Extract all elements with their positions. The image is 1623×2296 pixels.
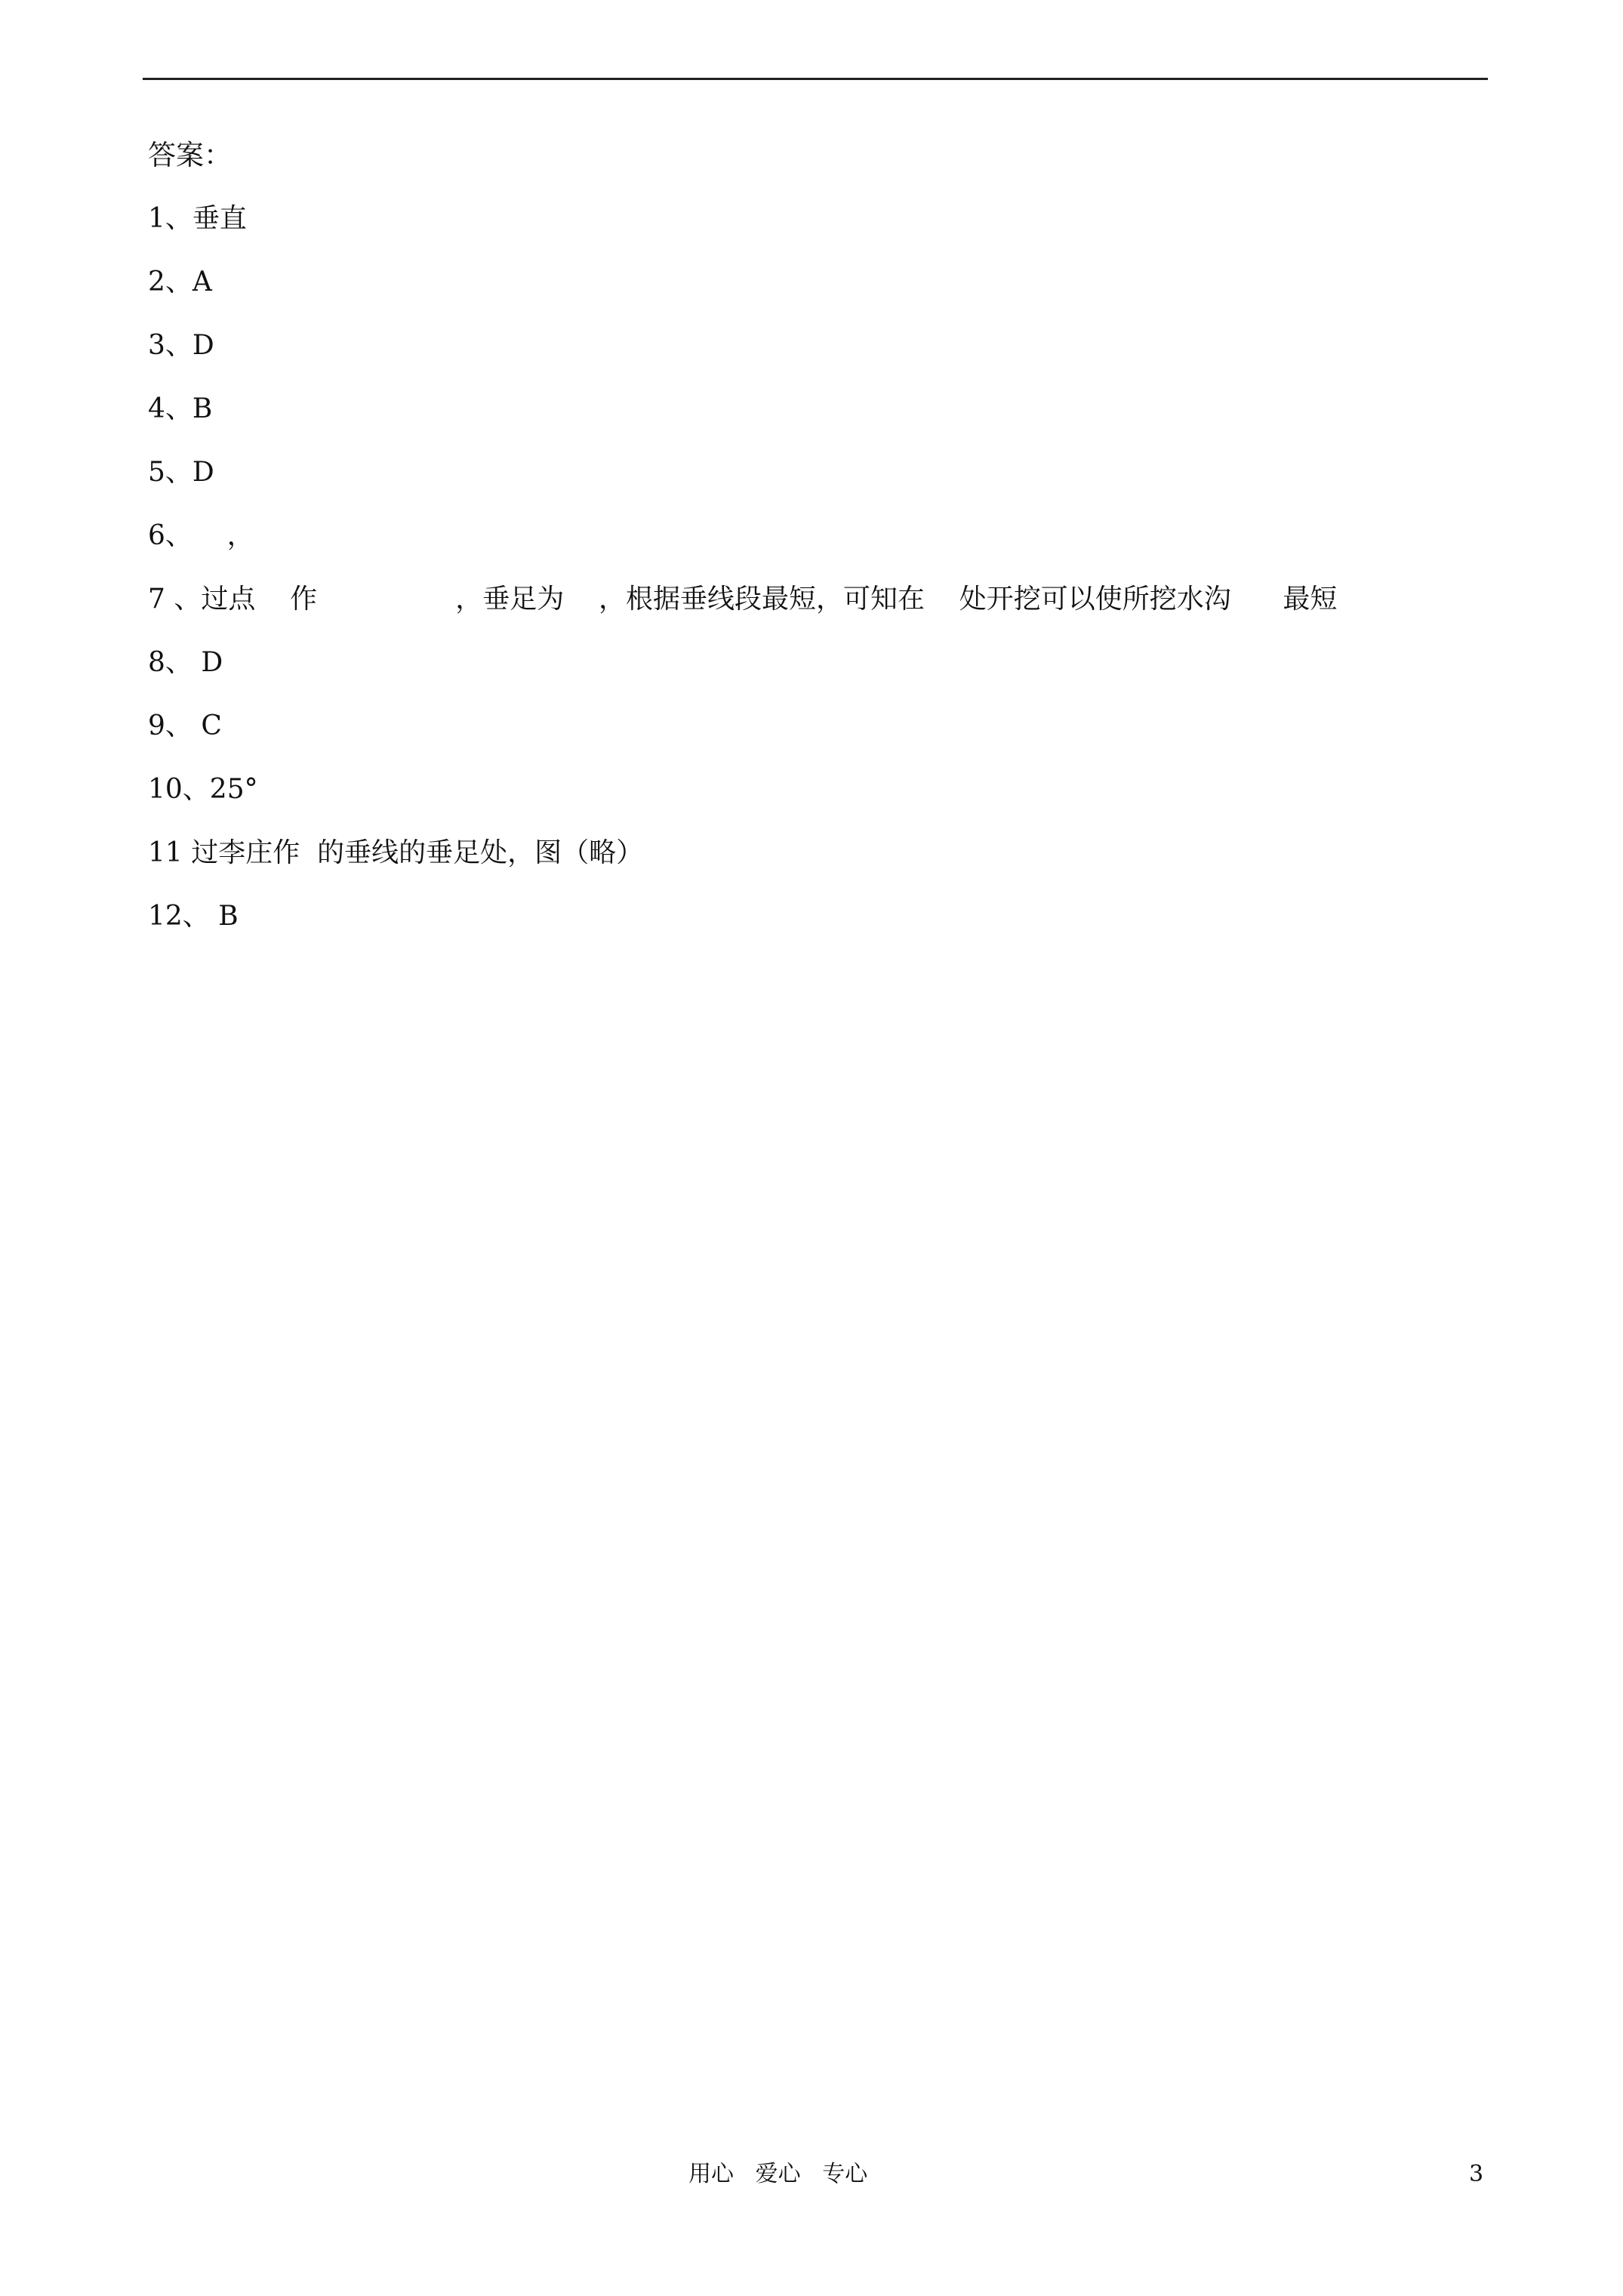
answer-line-5: 5、D bbox=[148, 457, 214, 488]
answer-line-10: 10、25° bbox=[148, 774, 258, 805]
page-number: 3 bbox=[1469, 2161, 1484, 2187]
footer-motto: 用心 爱心 专心 bbox=[688, 2161, 868, 2187]
answer-sheet bbox=[148, 137, 1477, 962]
answer-line-6: 6、 ， bbox=[148, 520, 254, 551]
answer-line-3: 3、D bbox=[148, 330, 214, 361]
answers-heading: 答案： bbox=[148, 139, 232, 171]
header-rule bbox=[143, 78, 1488, 80]
answer-line-7: 7 、过点 作 ，垂足为 ，根据垂线段最短，可知在 处开挖可以使所挖水沟 最短 bbox=[148, 584, 1338, 615]
answer-line-2: 2、A bbox=[148, 267, 212, 297]
answer-line-11: 11 过李庄作 的垂线的垂足处，图（略） bbox=[148, 837, 644, 868]
answer-line-12: 12、 B bbox=[148, 901, 239, 932]
answer-line-9: 9、 C bbox=[148, 710, 222, 741]
answer-line-8: 8、 D bbox=[148, 647, 223, 678]
answer-line-4: 4、B bbox=[148, 393, 213, 424]
page-footer bbox=[0, 2156, 1623, 2193]
answer-line-1: 1、垂直 bbox=[148, 203, 247, 234]
